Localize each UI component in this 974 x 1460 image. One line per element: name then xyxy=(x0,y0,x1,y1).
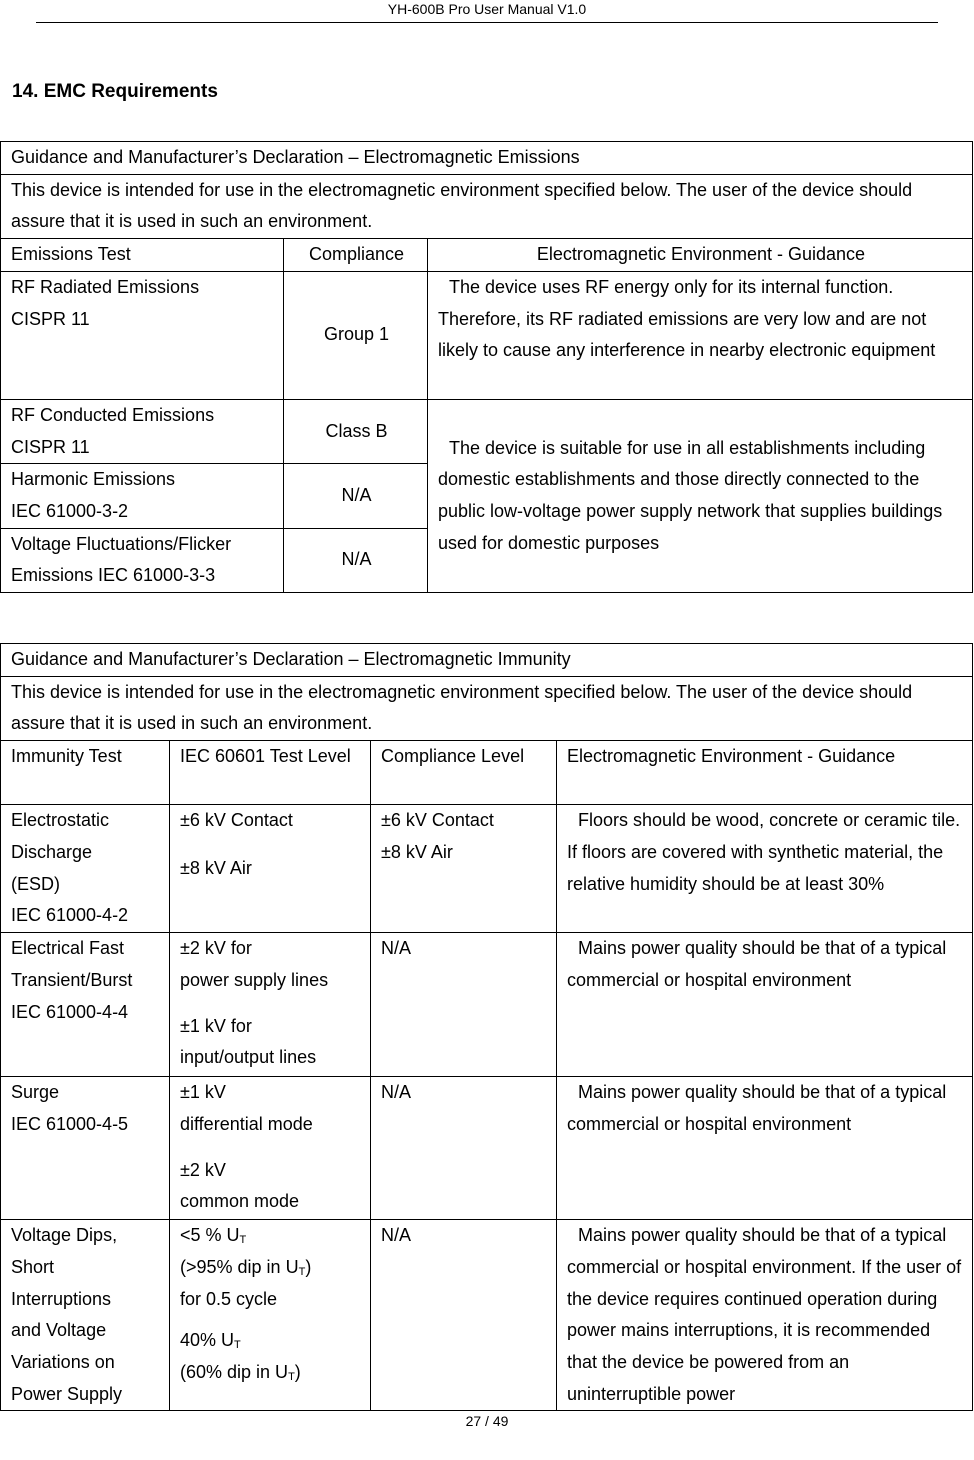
guidance-cell: The device is suitable for use in all establishments including domestic establishments and those directly connected to the public low-voltage power supply network that supplies buildings used for domestic purposes xyxy=(428,399,973,592)
running-header: YH-600B Pro User Manual V1.0 xyxy=(387,1,587,17)
test-line: Interruptions xyxy=(11,1288,112,1309)
subscript: T xyxy=(288,1370,295,1383)
test-line: Power Supply xyxy=(11,1383,123,1404)
compliance-line: ±6 kV Contact xyxy=(381,810,494,831)
table-row xyxy=(1,933,973,1077)
immunity-test-cell xyxy=(1,805,170,933)
level-line: for 0.5 cycle xyxy=(180,1288,278,1309)
header-environment-guidance: Electromagnetic Environment - Guidance xyxy=(557,741,973,805)
level-line: input/output lines xyxy=(180,1047,317,1068)
compliance-cell: Group 1 xyxy=(284,271,428,399)
test-line: IEC 61000-4-2 xyxy=(11,905,129,926)
emissions-test-cell xyxy=(1,399,284,463)
subscript: T xyxy=(234,1339,241,1352)
test-line: Short xyxy=(11,1256,55,1277)
section-title: 14. EMC Requirements xyxy=(12,81,218,102)
header-test-level: IEC 60601 Test Level xyxy=(170,741,371,805)
immunity-table-intro: This device is intended for use in the electromagnetic environment specified below. The user of the device should assure that it is used in such an environment. xyxy=(1,676,973,740)
test-standard: Emissions IEC 61000-3-3 xyxy=(11,565,216,586)
emissions-test-cell xyxy=(1,528,284,592)
test-line: Discharge xyxy=(11,841,93,862)
test-line: Electrostatic xyxy=(11,810,110,831)
level-line: ±8 kV Air xyxy=(180,857,252,878)
emissions-table-title: Guidance and Manufacturer’s Declaration – Electromagnetic Emissions xyxy=(1,142,973,175)
test-line: and Voltage xyxy=(11,1320,107,1341)
level-line: ±1 kV xyxy=(180,1082,226,1103)
immunity-table xyxy=(0,643,973,1411)
test-level-cell xyxy=(170,1077,371,1220)
test-line: Transient/Burst xyxy=(11,969,133,990)
test-line: (ESD) xyxy=(11,873,60,894)
compliance-level-cell: N/A xyxy=(371,933,557,1077)
level-line xyxy=(180,1220,362,1252)
header-immunity-test: Immunity Test xyxy=(1,741,170,805)
level-line: ±1 kV for xyxy=(180,1015,252,1036)
test-level-cell xyxy=(170,1220,371,1411)
guidance-cell: Mains power quality should be that of a typical commercial or hospital environment xyxy=(557,933,973,1077)
compliance-line: ±8 kV Air xyxy=(381,841,453,862)
level-line: ±2 kV for xyxy=(180,938,252,959)
test-line: Electrical Fast xyxy=(11,938,125,959)
header-rule xyxy=(36,22,938,23)
table-row xyxy=(1,1220,973,1411)
level-line: power supply lines xyxy=(180,969,329,990)
header-environment-guidance: Electromagnetic Environment - Guidance xyxy=(428,239,973,272)
immunity-table-title: Guidance and Manufacturer’s Declaration – Electromagnetic Immunity xyxy=(1,644,973,677)
immunity-test-cell xyxy=(1,933,170,1077)
level-text: (60% dip in U xyxy=(180,1361,289,1382)
level-line: common mode xyxy=(180,1191,300,1212)
compliance-level-cell: N/A xyxy=(371,1077,557,1220)
compliance-level-cell: N/A xyxy=(371,1220,557,1411)
level-line xyxy=(180,1357,362,1389)
emissions-table-intro: This device is intended for use in the electromagnetic environment specified below. The user of the device should assure that it is used in such an environment. xyxy=(1,174,973,238)
guidance-cell: Floors should be wood, concrete or ceramic tile. If floors are covered with synthetic material, the relative humidity should be at least 30% xyxy=(557,805,973,933)
emissions-table xyxy=(0,141,973,593)
level-line xyxy=(180,1252,362,1284)
guidance-cell: The device uses RF energy only for its internal function. Therefore, its RF radiated emissions are very low and are not likely to cause any interference in nearby electronic equipment xyxy=(428,271,973,399)
test-line: Voltage Dips, xyxy=(11,1225,118,1246)
test-name: RF Conducted Emissions xyxy=(11,404,215,425)
test-level-cell xyxy=(170,933,371,1077)
test-name: RF Radiated Emissions xyxy=(11,276,200,297)
level-text: (>95% dip in U xyxy=(180,1256,299,1277)
compliance-level-cell xyxy=(371,805,557,933)
test-line: Surge xyxy=(11,1082,60,1103)
level-text: ) xyxy=(294,1361,301,1382)
test-standard: CISPR 11 xyxy=(11,436,90,457)
compliance-cell: N/A xyxy=(284,528,428,592)
level-text: ) xyxy=(305,1256,312,1277)
level-text: <5 % U xyxy=(180,1225,240,1246)
compliance-cell: Class B xyxy=(284,399,428,463)
test-standard: IEC 61000-3-2 xyxy=(11,500,129,521)
immunity-header-row xyxy=(1,741,973,805)
test-line: IEC 61000-4-5 xyxy=(11,1113,129,1134)
guidance-cell: Mains power quality should be that of a typical commercial or hospital environment xyxy=(557,1077,973,1220)
subscript: T xyxy=(239,1234,247,1247)
immunity-test-cell xyxy=(1,1220,170,1411)
table-row xyxy=(1,399,973,463)
level-line: ±6 kV Contact xyxy=(180,810,293,831)
table-row xyxy=(1,271,973,399)
emissions-header-row xyxy=(1,239,973,272)
header-compliance-level: Compliance Level xyxy=(371,741,557,805)
header-compliance: Compliance xyxy=(284,239,428,272)
test-line: Variations on xyxy=(11,1351,115,1372)
table-row xyxy=(1,1077,973,1220)
immunity-test-cell xyxy=(1,1077,170,1220)
test-name: Harmonic Emissions xyxy=(11,469,176,490)
emissions-test-cell xyxy=(1,464,284,528)
level-line: differential mode xyxy=(180,1113,313,1134)
subscript: T xyxy=(298,1265,306,1278)
test-name: Voltage Fluctuations/Flicker xyxy=(11,533,232,554)
header-emissions-test: Emissions Test xyxy=(1,239,284,272)
level-line: ±2 kV xyxy=(180,1159,226,1180)
compliance-cell: N/A xyxy=(284,464,428,528)
guidance-cell: Mains power quality should be that of a typical commercial or hospital environment. If the user of the device requires continued operation during power mains interruptions, it is recommended that the device be powered from an uninterruptible power xyxy=(557,1220,973,1411)
emissions-test-cell xyxy=(1,271,284,399)
test-standard: CISPR 11 xyxy=(11,308,90,329)
test-line: IEC 61000-4-4 xyxy=(11,1001,129,1022)
test-level-cell xyxy=(170,805,371,933)
level-line xyxy=(180,1325,362,1357)
page-number: 27 / 49 xyxy=(465,1413,509,1429)
level-text: 40% U xyxy=(180,1330,235,1351)
table-row xyxy=(1,805,973,933)
